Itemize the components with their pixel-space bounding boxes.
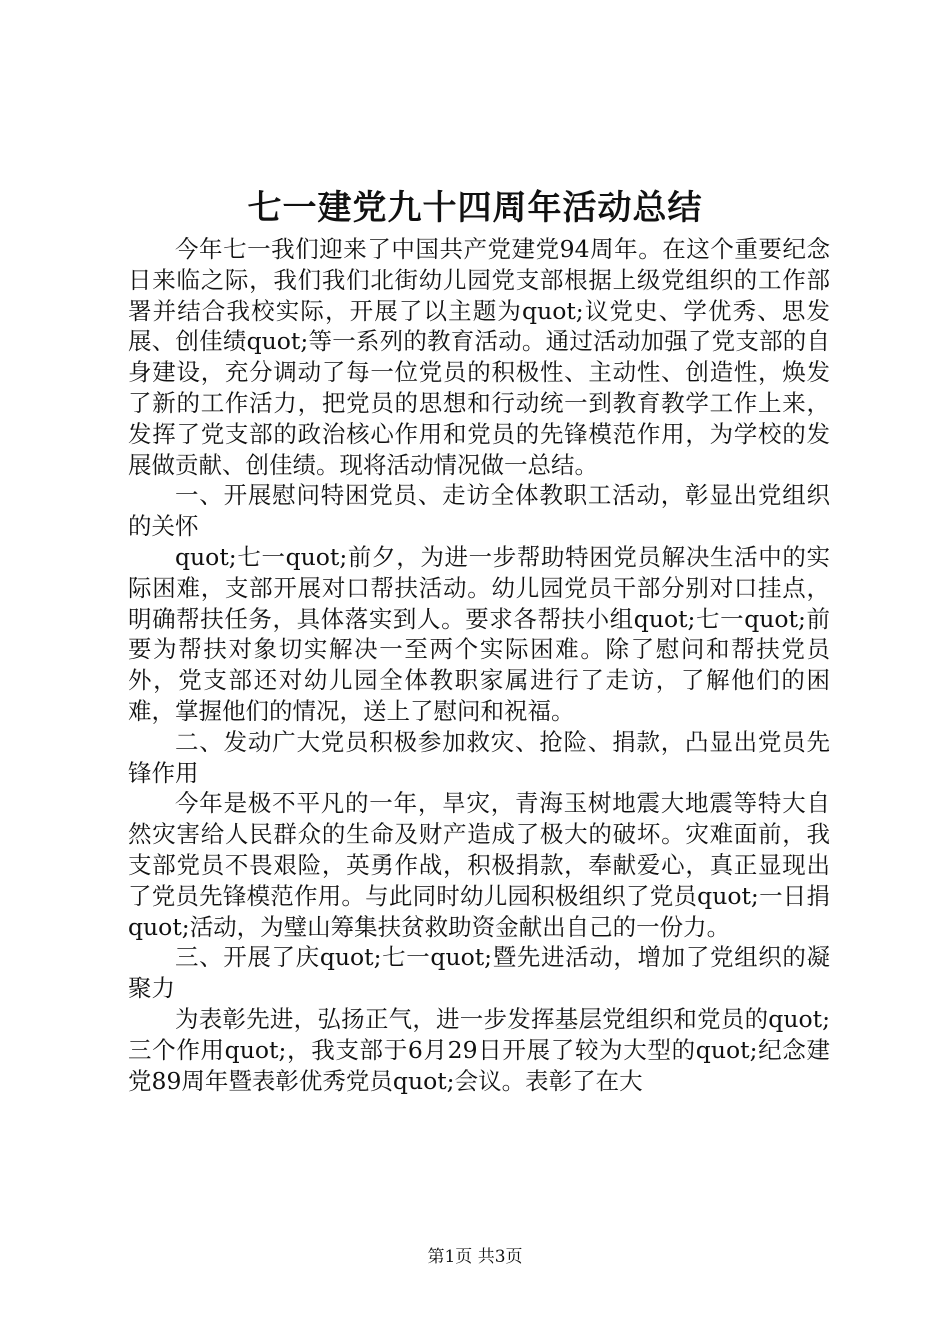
paragraph-section-3: 为表彰先进，弘扬正气，进一步发挥基层党组织和党员的quot;三个作用quot;，我支部于6月29日开展了较为大型的quot;纪念建党89周年暨表彰优秀党员quot;会议。表彰了在大: [128, 1004, 830, 1095]
page-footer: 第1页 共3页: [427, 1247, 523, 1267]
paragraph-section-1: quot;七一quot;前夕，为进一步帮助特困党员解决生活中的实际困难，支部开展对口帮扶活动。幼儿园党员干部分别对口挂点，明确帮扶任务，具体落实到人。要求各帮扶小组quot;七一quot;前要为帮扶对象切实解决一至两个实际困难。除了慰问和帮扶党员外，党支部还对幼儿园全体教职家属进行了走访，了解他们的困难，掌握他们的情况，送上了慰问和祝福。: [128, 542, 830, 725]
paragraph-section-2: 今年是极不平凡的一年，旱灾，青海玉树地震大地震等特大自然灾害给人民群众的生命及财产造成了极大的破坏。灾难面前，我支部党员不畏艰险，英勇作战，积极捐款，奉献爱心，真正显现出了党员先锋模范作用。与此同时幼儿园积极组织了党员quot;一日捐quot;活动，为璧山筹集扶贫救助资金献出自己的一份力。: [128, 789, 830, 941]
section-heading-3: 三、开展了庆quot;七一quot;暨先进活动，增加了党组织的凝聚力: [128, 943, 830, 1003]
section-heading-2: 二、发动广大党员积极参加救灾、抢险、捐款，凸显出党员先锋作用: [128, 727, 830, 787]
document-title: 七一建党九十四周年活动总结: [247, 188, 703, 228]
paragraph-intro: 今年七一我们迎来了中国共产党建党94周年。在这个重要纪念日来临之际，我们我们北街幼儿园党支部根据上级党组织的工作部署并结合我校实际，开展了以主题为quot;议党史、学优秀、思发展、创佳绩quot;等一系列的教育活动。通过活动加强了党支部的自身建设，充分调动了每一位党员的积极性、主动性、创造性，焕发了新的工作活力，把党员的思想和行动统一到教育教学工作上来，发挥了党支部的政治核心作用和党员的先锋模范作用，为学校的发展做贡献、创佳绩。现将活动情况做一总结。: [128, 235, 830, 479]
section-heading-1: 一、开展慰问特困党员、走访全体教职工活动，彰显出党组织的关怀: [128, 481, 830, 541]
document-body: [128, 234, 830, 1096]
